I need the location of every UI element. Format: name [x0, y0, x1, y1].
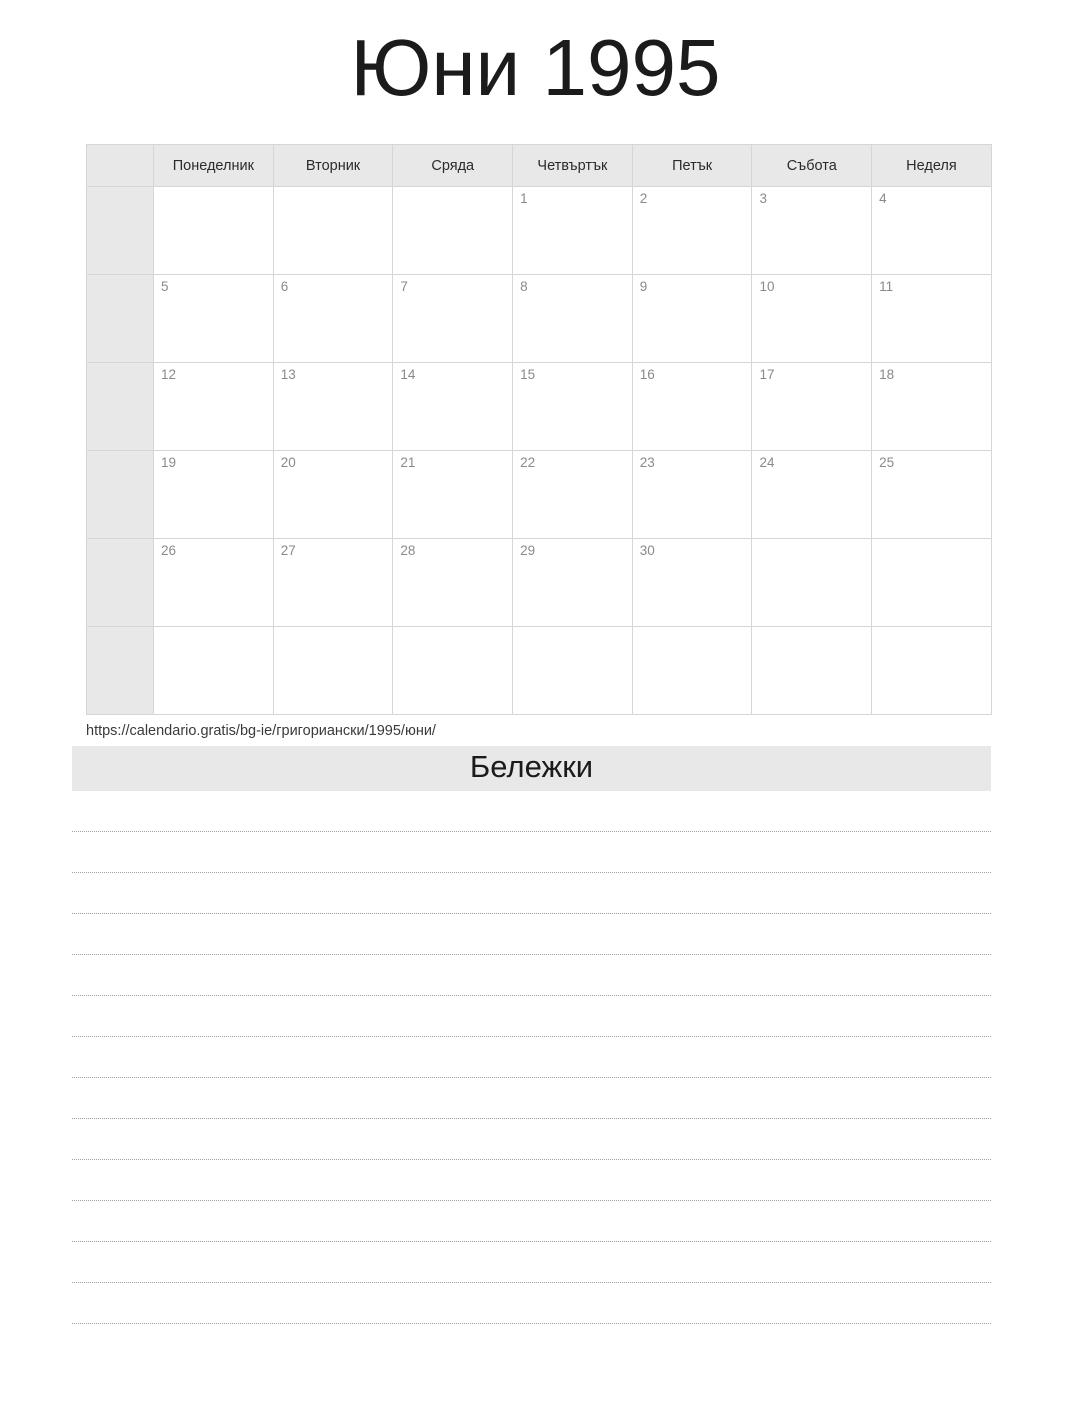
calendar-day-cell[interactable]: 27 — [273, 539, 393, 627]
calendar-day-cell[interactable]: 4 — [872, 187, 992, 275]
note-line[interactable] — [72, 873, 991, 914]
calendar-day-cell[interactable]: 18 — [872, 363, 992, 451]
notes-section — [72, 746, 991, 1324]
notes-lines[interactable] — [72, 791, 991, 1324]
calendar-day-cell[interactable]: 30 — [632, 539, 752, 627]
calendar-day-cell[interactable]: 22 — [513, 451, 633, 539]
note-line[interactable] — [72, 1201, 991, 1242]
note-line[interactable] — [72, 955, 991, 996]
note-line[interactable] — [72, 1283, 991, 1324]
calendar-day-cell[interactable]: 12 — [154, 363, 274, 451]
calendar-day-cell[interactable]: 24 — [752, 451, 872, 539]
calendar-day-cell[interactable]: 11 — [872, 275, 992, 363]
calendar-day-cell[interactable]: 14 — [393, 363, 513, 451]
week-spacer-cell — [87, 539, 154, 627]
calendar-day-cell[interactable]: 7 — [393, 275, 513, 363]
note-line[interactable] — [72, 1160, 991, 1201]
weekday-header-monday: Понеделник — [154, 145, 274, 187]
weekday-header-wednesday: Сряда — [393, 145, 513, 187]
calendar-day-cell[interactable]: 28 — [393, 539, 513, 627]
note-line[interactable] — [72, 1242, 991, 1283]
calendar-day-cell[interactable] — [872, 627, 992, 715]
calendar-day-cell[interactable] — [513, 627, 633, 715]
note-line[interactable] — [72, 832, 991, 873]
calendar-week-row — [87, 275, 992, 363]
calendar-day-cell[interactable]: 17 — [752, 363, 872, 451]
weekday-header-tuesday: Вторник — [273, 145, 393, 187]
calendar-day-cell[interactable]: 20 — [273, 451, 393, 539]
calendar-day-cell[interactable]: 25 — [872, 451, 992, 539]
calendar-day-cell[interactable] — [273, 627, 393, 715]
notes-heading: Бележки — [72, 746, 991, 791]
page-title: Юни 1995 — [350, 23, 721, 112]
week-spacer-cell — [87, 187, 154, 275]
note-line[interactable] — [72, 1078, 991, 1119]
calendar-table — [86, 144, 992, 715]
calendar-day-cell[interactable]: 1 — [513, 187, 633, 275]
calendar-week-row — [87, 451, 992, 539]
week-spacer-cell — [87, 451, 154, 539]
calendar-day-cell[interactable]: 16 — [632, 363, 752, 451]
calendar-day-cell[interactable] — [154, 627, 274, 715]
note-line[interactable] — [72, 914, 991, 955]
calendar-week-row — [87, 187, 992, 275]
calendar-container — [86, 144, 991, 715]
calendar-day-cell[interactable]: 15 — [513, 363, 633, 451]
calendar-week-row — [87, 539, 992, 627]
calendar-day-cell[interactable]: 5 — [154, 275, 274, 363]
calendar-day-cell[interactable]: 8 — [513, 275, 633, 363]
calendar-day-cell[interactable] — [872, 539, 992, 627]
note-line[interactable] — [72, 1037, 991, 1078]
calendar-day-cell[interactable]: 29 — [513, 539, 633, 627]
calendar-day-cell[interactable] — [632, 627, 752, 715]
calendar-day-cell[interactable]: 3 — [752, 187, 872, 275]
note-line[interactable] — [72, 1119, 991, 1160]
calendar-day-cell[interactable] — [752, 539, 872, 627]
calendar-day-cell[interactable]: 21 — [393, 451, 513, 539]
note-line[interactable] — [72, 791, 991, 832]
week-spacer-cell — [87, 363, 154, 451]
calendar-day-cell[interactable]: 9 — [632, 275, 752, 363]
week-spacer-cell — [87, 275, 154, 363]
calendar-day-cell[interactable]: 23 — [632, 451, 752, 539]
calendar-day-cell[interactable]: 13 — [273, 363, 393, 451]
calendar-week-row — [87, 363, 992, 451]
calendar-day-cell[interactable]: 10 — [752, 275, 872, 363]
weekday-header-friday: Петък — [632, 145, 752, 187]
calendar-day-cell[interactable] — [393, 627, 513, 715]
calendar-day-cell[interactable]: 26 — [154, 539, 274, 627]
calendar-day-cell[interactable] — [393, 187, 513, 275]
calendar-day-cell[interactable] — [752, 627, 872, 715]
calendar-day-cell[interactable]: 6 — [273, 275, 393, 363]
calendar-day-cell[interactable] — [154, 187, 274, 275]
calendar-header-row — [87, 145, 992, 187]
weekday-header-sunday: Неделя — [872, 145, 992, 187]
calendar-week-row — [87, 627, 992, 715]
weekday-header-thursday: Четвъртък — [513, 145, 633, 187]
calendar-corner-spacer — [87, 145, 154, 187]
calendar-day-cell[interactable]: 2 — [632, 187, 752, 275]
calendar-day-cell[interactable] — [273, 187, 393, 275]
weekday-header-saturday: Събота — [752, 145, 872, 187]
note-line[interactable] — [72, 996, 991, 1037]
source-url[interactable]: https://calendario.gratis/bg-ie/григориански/1995/юни/ — [86, 723, 436, 739]
week-spacer-cell — [87, 627, 154, 715]
calendar-day-cell[interactable]: 19 — [154, 451, 274, 539]
